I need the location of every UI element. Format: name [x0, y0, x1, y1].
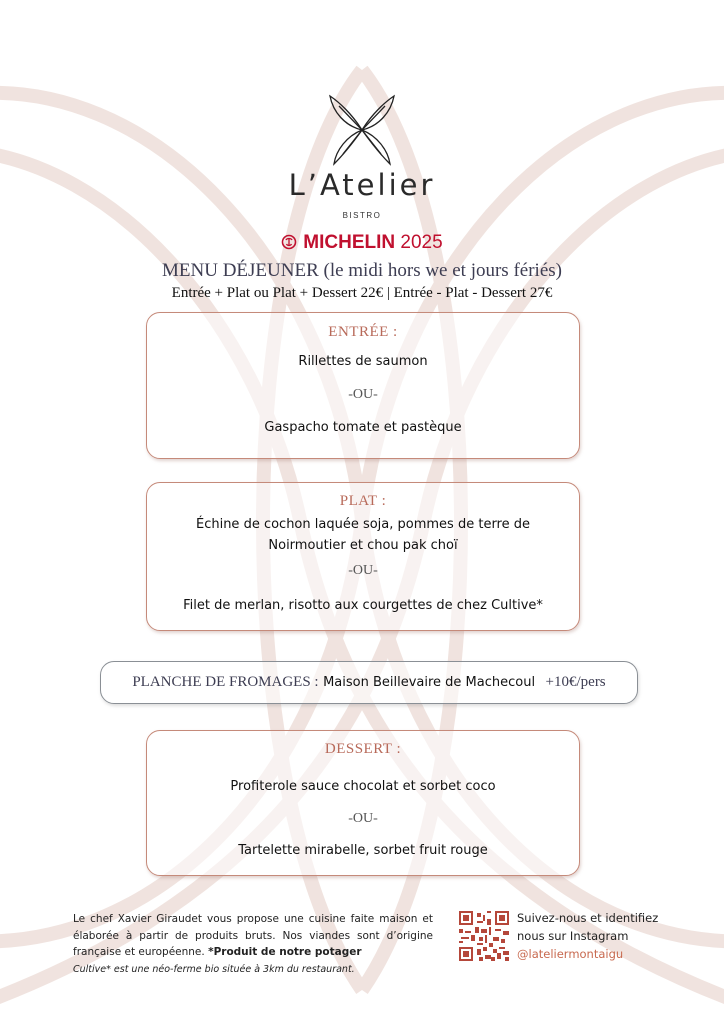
entree-card	[146, 312, 580, 459]
dessert-or: -OU-	[348, 811, 378, 826]
footer-italic-note: Cultive* est une néo-ferme bio située à 3km du restaurant.	[73, 963, 355, 975]
cheese-board-option	[100, 661, 638, 704]
social-block	[517, 909, 658, 963]
entree-dish-1: Rillettes de saumon	[298, 354, 428, 369]
social-line-1: Suivez-nous et identifiez	[517, 911, 659, 925]
dessert-dish-1: Profiterole sauce chocolat et sorbet coco	[230, 779, 496, 794]
plat-title: PLAT :	[339, 493, 387, 509]
plat-dish-2: Filet de merlan, risotto aux courgettes de chez Cultive*	[183, 598, 543, 613]
menu-title: MENU DÉJEUNER (le midi hors we et jours fériés)	[162, 260, 562, 281]
brand-name: L’Atelier	[288, 168, 436, 202]
entree-dish-2: Gaspacho tomate et pastèque	[264, 420, 462, 435]
michelin-badge	[0, 232, 724, 254]
footer-text: Le chef Xavier Giraudet vous propose une cuisine faite maison et élaborée à partir de produits bruts. Nos viandes sont d’origine française et européenne.	[73, 913, 433, 958]
footer-bold-note: *Produit de notre potager	[208, 946, 362, 958]
dessert-dish-2: Tartelette mirabelle, sorbet fruit rouge	[238, 843, 488, 858]
dessert-card	[146, 730, 580, 876]
qr-code-icon[interactable]	[459, 911, 509, 961]
michelin-label: MICHELIN	[303, 232, 396, 253]
cheese-board-price: +10€/pers	[545, 674, 606, 690]
plat-or: -OU-	[348, 563, 378, 578]
plat-dish-1-line-2: Noirmoutier et chou pak choï	[268, 538, 458, 553]
dessert-title: DESSERT :	[324, 741, 402, 757]
plat-dish-1-line-1: Échine de cochon laquée soja, pommes de terre de	[195, 517, 530, 532]
social-line-2: nous sur Instagram	[517, 929, 629, 943]
footer-description	[73, 911, 433, 978]
cheese-board-label: PLANCHE DE FROMAGES :	[132, 674, 319, 690]
instagram-handle[interactable]: @lateliermontaigu	[517, 947, 624, 961]
menu-prices: Entrée + Plat ou Plat + Dessert 22€ | Entrée - Plat - Dessert 27€	[171, 285, 553, 301]
leaf-wings-logo	[327, 94, 397, 166]
brand-subtitle: BISTRO	[342, 211, 382, 220]
entree-title: ENTRÉE :	[328, 324, 398, 340]
cheese-board-text: Maison Beillevaire de Machecoul	[323, 675, 536, 690]
entree-or: -OU-	[348, 387, 378, 402]
michelin-year: 2025	[400, 232, 443, 253]
michelin-guide-icon	[281, 234, 297, 250]
plat-card	[146, 482, 580, 631]
